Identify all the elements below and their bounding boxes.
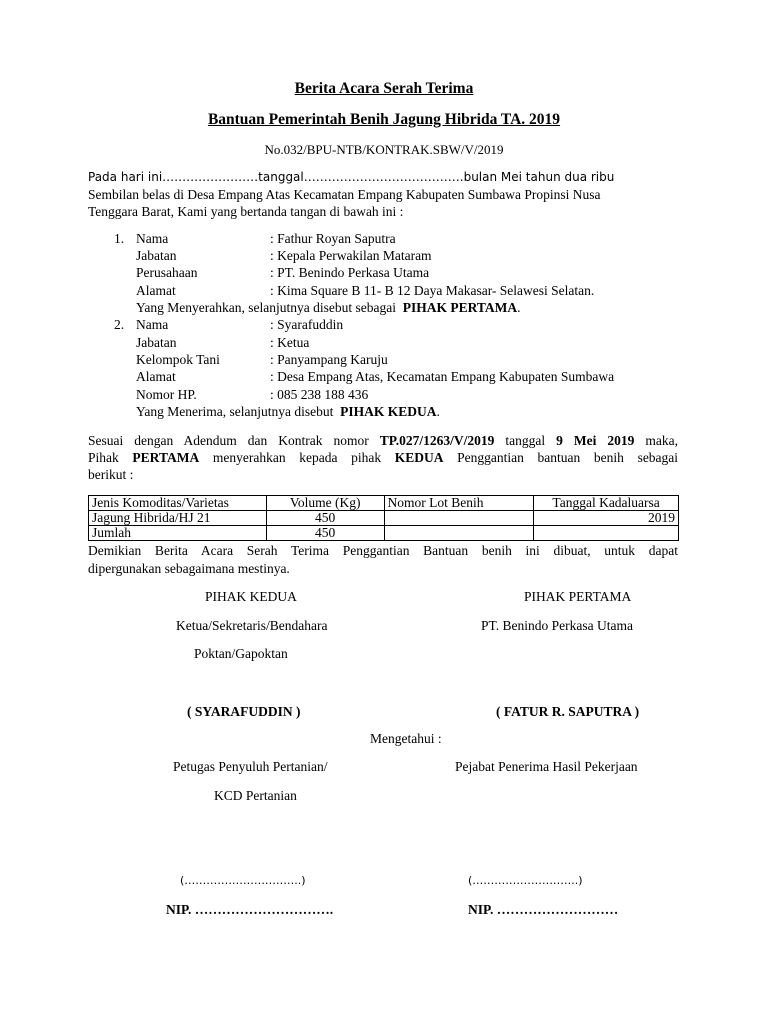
signature-right-name: ( FATUR R. SAPUTRA )	[496, 704, 640, 719]
document-title: Berita Acara Serah Terima	[294, 80, 474, 97]
table-cell: 2019	[534, 511, 679, 526]
intro-day-dots: ……………………	[162, 170, 259, 184]
para2-line-1	[88, 433, 678, 449]
para2-kedua: KEDUA	[394, 450, 444, 465]
table-header-cell: Volume (Kg)	[266, 496, 384, 511]
party2-phone-label: Nomor HP.	[136, 387, 197, 402]
intro-line-3: Tenggara Barat, Kami yang bertanda tangan di bawah ini :	[88, 204, 404, 219]
party2-position-value: : Ketua	[270, 335, 310, 350]
signature-right-role: PT. Benindo Perkasa Utama	[481, 618, 633, 633]
acknowledged-label: Mengetahui :	[370, 731, 442, 746]
signature-left-role: Ketua/Sekretaris/Bendahara	[176, 618, 328, 633]
party2-closing-text: Yang Menerima, selanjutnya disebut	[136, 404, 334, 419]
party2-number: 2.	[114, 317, 125, 332]
para2-pihak: Pihak	[88, 450, 119, 465]
signature-left-title: PIHAK KEDUA	[205, 589, 297, 604]
para3-line-2: dipergunakan sebagaimana mestinya.	[88, 561, 290, 576]
table-header-cell: Nomor Lot Benih	[384, 496, 534, 511]
party1-closing-end: .	[517, 300, 521, 315]
party2-name-label: Nama	[136, 317, 169, 332]
signature-right-title: PIHAK PERTAMA	[524, 589, 632, 604]
party1-address-value: : Kima Square B 11- B 12 Daya Makasar- Selawesi Selatan.	[270, 283, 595, 298]
party2-position-label: Jabatan	[136, 335, 177, 350]
table-row	[89, 511, 679, 526]
party2-phone-value: : 085 238 188 436	[270, 387, 369, 402]
table-cell	[384, 511, 534, 526]
document-subtitle: Bantuan Pemerintah Benih Jagung Hibrida TA. 2019	[207, 111, 561, 128]
table-cell: Jagung Hibrida/HJ 21	[89, 511, 267, 526]
party1-closing-text: Yang Menyerahkan, selanjutnya disebut sebagai	[136, 300, 396, 315]
party2-group-label: Kelompok Tani	[136, 352, 220, 367]
party1-position-value: : Kepala Perwakilan Mataram	[270, 248, 432, 263]
table-row	[89, 526, 679, 541]
party1-name-label: Nama	[136, 231, 169, 246]
signature-left-role-2: Poktan/Gapoktan	[194, 646, 288, 661]
intro-month-text: bulan Mei tahun dua ribu	[463, 170, 615, 184]
para2-handover: menyerahkan kepada pihak	[212, 450, 382, 465]
para2-pertama: PERTAMA	[132, 450, 200, 465]
party2-closing-end: .	[436, 404, 440, 419]
intro-date-dots: ………………………………….	[303, 170, 464, 184]
commodity-table	[88, 495, 679, 541]
table-cell	[534, 526, 679, 541]
party1-company-value: : PT. Benindo Perkasa Utama	[270, 265, 430, 280]
party1-name-value: : Fathur Royan Saputra	[270, 231, 396, 246]
signature-official-right: Pejabat Penerima Hasil Pekerjaan	[455, 759, 638, 774]
intro-date-label: tanggal	[258, 170, 304, 184]
party2-group-value: : Panyampang Karuju	[270, 352, 388, 367]
contract-date: 9 Mei 2019	[556, 433, 635, 448]
party2-address-label: Alamat	[136, 369, 176, 384]
signature-blank-left: (…………………………..)	[180, 874, 306, 887]
table-cell	[384, 526, 534, 541]
party2-closing	[136, 404, 440, 420]
party1-position-label: Jabatan	[136, 248, 177, 263]
party1-company-label: Perusahaan	[136, 265, 198, 280]
intro-line-2: Sembilan belas di Desa Empang Atas Kecamatan Empang Kabupaten Sumbawa Propinsi Nusa	[88, 187, 601, 202]
party1-closing	[136, 300, 520, 316]
signature-official-left-2: KCD Pertanian	[214, 788, 297, 803]
party2-address-value: : Desa Empang Atas, Kecamatan Empang Kabupaten Sumbawa	[270, 369, 615, 384]
document-number: No.032/BPU-NTB/KONTRAK.SBW/V/2019	[264, 142, 504, 157]
signature-official-left: Petugas Penyuluh Pertanian/	[173, 759, 328, 774]
nip-left: NIP. ………………………….	[166, 902, 334, 917]
party1-address-label: Alamat	[136, 283, 176, 298]
para2-replacement: Penggantian bantuan benih sebagai	[457, 450, 679, 465]
para2-intro: Sesuai dengan Adendum dan Kontrak nomor	[88, 433, 369, 448]
para2-line-2	[88, 450, 678, 466]
table-cell: 450	[266, 526, 384, 541]
para3-line-1: Demikian Berita Acara Serah Terima Penggantian Bantuan benih ini dibuat, untuk dapat	[88, 543, 678, 558]
contract-number: TP.027/1263/V/2019	[379, 433, 495, 448]
table-header-cell: Tanggal Kadaluarsa	[534, 496, 679, 511]
party1-number: 1.	[114, 231, 125, 246]
para2-maka: maka,	[645, 433, 679, 448]
table-cell: 450	[266, 511, 384, 526]
intro-day-label: Pada hari ini	[88, 170, 163, 184]
table-cell: Jumlah	[89, 526, 267, 541]
table-header-cell: Jenis Komoditas/Varietas	[89, 496, 267, 511]
party2-name-value: : Syarafuddin	[270, 317, 344, 332]
intro-line-1	[88, 169, 678, 185]
nip-right: NIP. ………………………	[468, 902, 619, 917]
party2-closing-role: PIHAK KEDUA	[340, 404, 437, 419]
table-header-row	[89, 496, 679, 511]
party1-closing-role: PIHAK PERTAMA	[402, 300, 518, 315]
para2-line-3: berikut :	[88, 467, 134, 482]
para2-date-label: tanggal	[505, 433, 546, 448]
signature-left-name: ( SYARAFUDDIN )	[187, 704, 301, 719]
signature-blank-right: (………………………..)	[468, 874, 583, 887]
